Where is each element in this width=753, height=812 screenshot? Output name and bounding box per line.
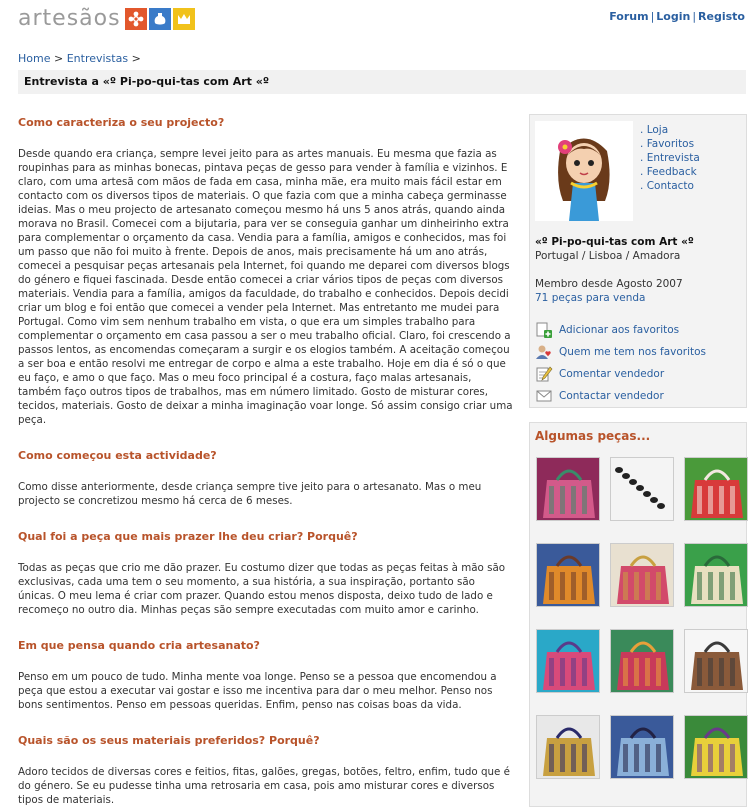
breadcrumb-entrevistas[interactable]: Entrevistas [66,52,129,65]
flower-logo-icon [125,8,147,30]
favorited-by-label: Quem me tem nos favoritos [559,346,707,358]
favorited-by-icon [535,343,553,361]
link-feedback[interactable]: Feedback [646,166,697,178]
list-bullet: . [640,152,647,164]
answer-text: Adoro tecidos de diversas cores e feitios, fitas, galões, gregas, botões, feltro, enfim, tudo que é do género. Se eu pudesse tinha uma retrosaria em casa, pois amo misturar cores e diversos tipos de materiais. [18,766,511,806]
list-bullet: . [640,180,647,192]
piece-thumbnail[interactable] [536,629,600,693]
page-title: Entrevista a «º Pi-po-qui-tas com Art «º [18,70,746,94]
comment-action[interactable] [535,363,743,385]
seller-actions [535,319,743,407]
list-bullet: . [640,166,647,178]
breadcrumb-home[interactable]: Home [18,52,51,65]
link-contacto[interactable]: Contacto [646,180,694,192]
envelope-icon [535,387,553,405]
seller-location: Portugal / Lisboa / Amadora [535,250,681,262]
site-logo[interactable] [18,6,195,31]
pieces-title: Algumas peças... [535,429,651,443]
favorited-by-action[interactable] [535,341,743,363]
logo-text: artesãos [18,6,121,31]
login-link[interactable]: Login [656,10,691,23]
profile-links [640,123,700,193]
seller-name: «º Pi-po-qui-tas com Art «º [535,236,694,248]
add-favorite-action[interactable] [535,319,743,341]
list-bullet: . [640,124,647,136]
answer-text: Desde quando era criança, sempre levei jeito para as artes manuais. Eu mesma que fazia as roupinhas para as minhas bonecas, pintava peças de gesso para vender à família e vizinhos. E claro, com uma artesã com mãos de fada em casa, minha mãe, era muito mais fácil estar em contacto com os diversos tipos de materiais. O que fazia com que a minha cabeça germinasse ideias. Mas o meu projecto de artesanato começou mesmo há uns 5 anos atrás, quando ainda morava no Brasil. Comecei com a bijutaria, para ver se conseguia ganhar um dinheirinho extra para complementar o orçamento da casa. Vendia para a família, amigos e conhecidos, mas foi um passo que não foi muito à frente. Depois de anos, mais precisamente há um ano atrás, comecei a pesquisar peças artesanais pela Internet, foi quando me deparei com diversos blogs do género e fiquei fascinada. Desde então comecei a criar vários tipos de peças com diversos materiais. Vendia para a família, amigos da faculdade, do trabalho e conhecidos. Depois decidi criar um blog e foi então que comecei a vender pela Internet. Mas entretanto me mudei para Portugal. Como vim sem nenhum trabalho em vista, o que era um simples trabalho para complementar o orçamento em casa passou a ser o meu trabalho oficial. Claro, foi crescendo a passos lentos, as encomendas começaram a surgir e os elogios também. A aceitação começou a ser boa e então resolvi me entregar de corpo e alma a este trabalho. Hoje em dia é só o que eu faço, e amo o que faço. Mas o meu foco principal é a costura, faço malas artesanais, também faço outros tipos de trabalhos, mas em número limitado. Gosto de misturar cores, tecidos, materiais. Gosto de deixar a minha imaginação voar longe. Só assim consigo criar uma peça. [18,148,513,426]
breadcrumb [18,52,141,65]
piece-thumbnail[interactable] [536,457,600,521]
piece-thumbnail[interactable] [610,457,674,521]
piece-thumbnail[interactable] [684,543,748,607]
register-link[interactable]: Registo [698,10,745,23]
sidebar [529,114,747,807]
piece-thumbnail[interactable] [684,715,748,779]
comment-icon [535,365,553,383]
nav-separator: | [692,10,697,23]
piece-thumbnail[interactable] [610,543,674,607]
some-pieces-box [529,422,747,807]
question-heading: Qual foi a peça que mais prazer lhe deu criar? Porquê? [18,530,358,543]
question-heading: Em que pensa quando cria artesanato? [18,639,260,652]
member-since: Membro desde Agosto 2007 [535,278,683,290]
link-entrevista[interactable]: Entrevista [646,152,700,164]
avatar[interactable] [535,121,633,221]
forum-link[interactable]: Forum [609,10,649,23]
add-favorite-icon [535,321,553,339]
piece-thumbnail[interactable] [610,629,674,693]
comment-label: Comentar vendedor [559,368,665,380]
add-favorite-label: Adicionar aos favoritos [559,324,680,336]
list-bullet: . [640,138,647,150]
qa-item [18,530,514,617]
contact-label: Contactar vendedor [559,390,664,402]
breadcrumb-separator: > [131,52,141,65]
top-nav [609,10,745,23]
piece-thumbnail[interactable] [536,543,600,607]
piece-thumbnail[interactable] [684,629,748,693]
piece-thumbnail[interactable] [536,715,600,779]
pieces-for-sale-link[interactable]: 71 peças para venda [535,292,646,304]
seller-profile-box [529,114,747,408]
breadcrumb-separator: > [53,52,64,65]
question-heading: Como caracteriza o seu projecto? [18,116,225,129]
piece-thumbnail[interactable] [684,457,748,521]
interview-content [18,104,514,812]
question-heading: Quais são os seus materiais preferidos? Porquê? [18,734,320,747]
answer-text: Penso em um pouco de tudo. Minha mente voa longe. Penso se a pessoa que encomendou a peça que estou a executar vai gostar e isso me incentiva para dar o meu melhor. Penso nos bons sentimentos. Penso em pessoas queridas. Enfim, penso nas coisas boas da vida. [18,671,497,711]
crown-logo-icon [173,8,195,30]
answer-text: Todas as peças que crio me dão prazer. Eu costumo dizer que todas as peças feitas à mão são exclusivas, cada uma tem o seu momento, a sua história, a sua inspiração, portanto são únicas. O meu lema é criar com prazer. Quando estou menos disposta, deixo tudo de lado e recomeço no outro dia. Minhas peças são sempre executadas com muito amor e carinho. [18,562,506,616]
qa-item [18,639,514,712]
question-heading: Como começou esta actividade? [18,449,217,462]
link-favoritos[interactable]: Favoritos [646,138,695,150]
piece-thumbnail[interactable] [610,715,674,779]
logo-icons [125,8,195,30]
nav-separator: | [650,10,655,23]
link-loja[interactable]: Loja [646,124,669,136]
answer-text: Como disse anteriormente, desde criança sempre tive jeito para o artesanato. Mas o meu projecto se concretizou mesmo há cerca de 6 meses. [18,481,482,507]
pieces-grid [535,457,741,779]
qa-item [18,734,514,807]
qa-item [18,449,514,508]
qa-item [18,116,514,427]
contact-action[interactable] [535,385,743,407]
vase-logo-icon [149,8,171,30]
